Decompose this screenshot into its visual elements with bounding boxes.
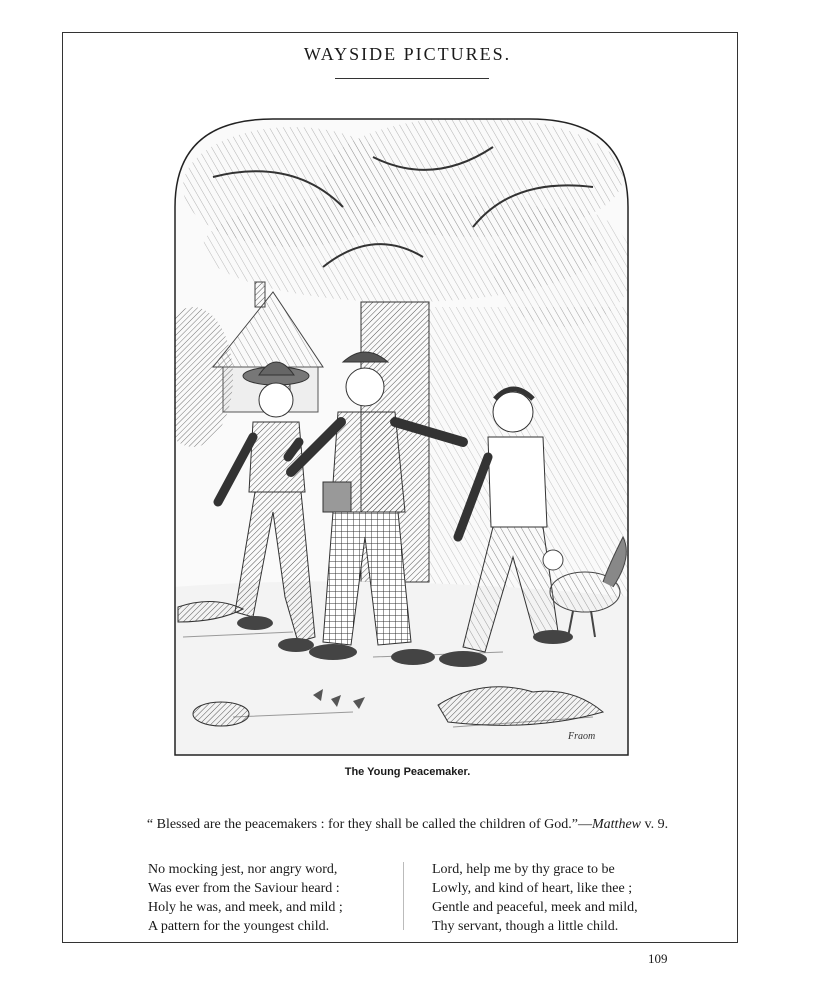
- poem-column-divider: [403, 862, 404, 930]
- epigraph-reference-book: Matthew: [592, 817, 641, 832]
- epigraph-reference-verse: v. 9.: [641, 817, 669, 832]
- header-rule: [335, 78, 489, 79]
- poem-line: No mocking jest, nor angry word,: [148, 862, 338, 877]
- illustration-caption: The Young Peacemaker.: [344, 766, 471, 778]
- poem-line: A pattern for the youngest child.: [148, 919, 330, 934]
- poem-line: Lord, help me by thy grace to be: [432, 862, 615, 877]
- poem-line: Lowly, and kind of heart, like thee ;: [432, 881, 633, 896]
- poem-left-stanza: [148, 860, 343, 936]
- running-head: WAYSIDE PICTURES.: [303, 44, 512, 64]
- poem-line: Holy he was, and meek, and mild ;: [148, 900, 343, 915]
- poem-line: Was ever from the Saviour heard :: [148, 881, 340, 896]
- engraving-illustration: [173, 117, 630, 757]
- page-number: 109: [648, 951, 668, 966]
- epigraph-quote: “ Blessed are the peacemakers : for they shall be called the children of God.”—: [146, 817, 592, 832]
- epigraph: [0, 817, 815, 833]
- fallen-hat: [193, 702, 249, 726]
- poem-line: Thy servant, though a little child.: [432, 919, 619, 934]
- engraver-signature: Fraom: [568, 731, 596, 742]
- poem-line: Gentle and peaceful, meek and mild,: [432, 900, 638, 915]
- poem-right-stanza: [432, 860, 638, 936]
